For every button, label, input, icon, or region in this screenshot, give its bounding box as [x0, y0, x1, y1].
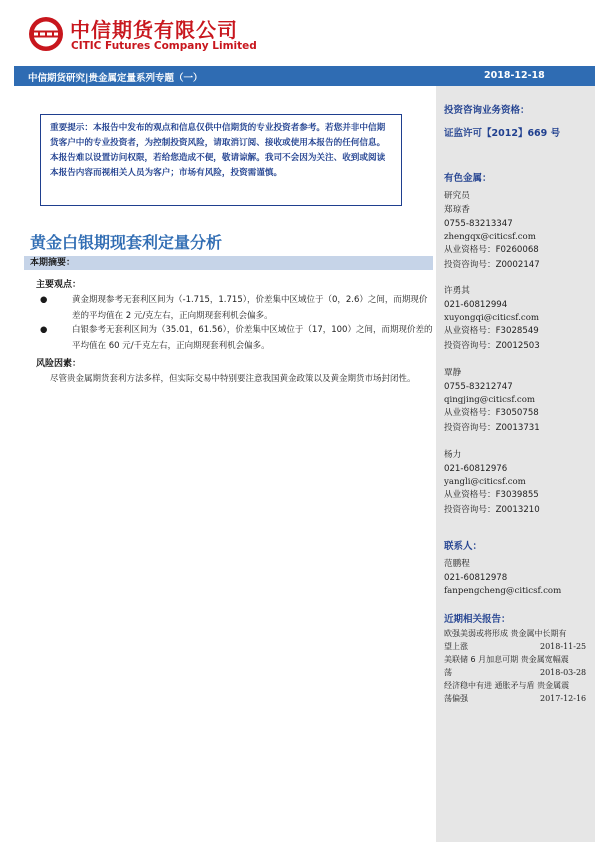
analyst-name: 杨力 [444, 450, 462, 460]
analyst-role: 研究员 [444, 191, 470, 201]
analyst-consult: 投资咨询号：Z0013210 [444, 505, 540, 515]
report-series: 中信期货研究|贵金属定量系列专题（一） [28, 73, 203, 84]
risk-text: 尽管贵金属期货套利方法多样，但实际交易中特别要注意我国黄金政策以及黄金期货市场封闭性。 [50, 374, 416, 384]
analyst-consult: 投资咨询号：Z0002147 [444, 260, 540, 270]
report-date: 2017-12-16 [540, 694, 587, 703]
main-point-2: 白银参考无套利区间为（35.01，61.56），价差集中区域位于（17，100）之间，而期现价差的平均值在 60 元/千克左右，正向期现套利机会偏多。 [72, 325, 433, 351]
qualification-value: 证监许可【2012】669 号 [444, 128, 561, 139]
company-name-cn: 中信期货有限公司 [70, 18, 238, 42]
analyst-email[interactable]: yangli@citicsf.com [444, 477, 526, 487]
bullet-icon: ● [40, 295, 48, 305]
analyst-consult: 投资咨询号：Z0012503 [444, 341, 540, 351]
summary-label: 本期摘要： [24, 256, 433, 270]
disclaimer-notice: 重要提示：本报告中发布的观点和信息仅供中信期货的专业投资者参考。若您并非中信期货客户中的专业投资者，为控制投资风险，请取消订阅、接收或使用本报告的任何信息。本报告难以设置访问权限，若给您造成不便，敬请谅解。我司不会因为关注、收到或阅读本报告内容而视相关人员为客户；市场有风险，投资需谨慎。 [40, 114, 402, 206]
company-name-en: CITIC Futures Company Limited [71, 40, 257, 52]
report-title-line[interactable]: 欧强美弱或将形成 贵金属中长期有 [444, 629, 567, 638]
team-label: 有色金属： [444, 173, 492, 184]
analyst-cert: 从业资格号：F3039855 [444, 490, 539, 500]
page-title: 黄金白银期现套利定量分析 [30, 233, 223, 252]
main-point-1: 黄金期现参考无套利区间为（-1.715，1.715），价差集中区域位于（0，2.6）之间，而期现价差的平均值在 2 元/克左右，正向期现套利机会偏多。 [72, 295, 428, 321]
report-title-line[interactable]: 经济稳中有进 通胀矛与盾 贵金属震 [444, 681, 570, 690]
analyst-phone: 0755-83212747 [444, 382, 513, 392]
analyst-email[interactable]: xuyongqi@citicsf.com [444, 313, 540, 323]
analyst-phone: 021-60812976 [444, 464, 508, 474]
contact-email[interactable]: fanpengcheng@citicsf.com [444, 586, 562, 596]
analyst-name: 许勇其 [444, 286, 470, 296]
report-title-line[interactable]: 美联储 6 月加息可期 贵金属宽幅震 [444, 655, 569, 664]
analyst-cert: 从业资格号：F3050758 [444, 408, 539, 418]
analyst-email[interactable]: zhengqx@citicsf.com [444, 232, 536, 242]
contact-phone: 021-60812978 [444, 573, 508, 583]
report-date: 2018-12-18 [484, 70, 545, 81]
main-points-label: 主要观点： [36, 280, 82, 290]
analyst-email[interactable]: qingjing@citicsf.com [444, 395, 536, 405]
report-date: 2018-11-25 [540, 642, 587, 651]
analyst-cert: 从业资格号：F0260068 [444, 245, 539, 255]
qualification-label: 投资咨询业务资格： [444, 105, 530, 116]
analyst-phone: 021-60812994 [444, 300, 508, 310]
report-title-line[interactable]: 荡 [444, 668, 452, 677]
analyst-name: 覃静 [444, 368, 462, 378]
contact-label: 联系人： [444, 541, 483, 552]
report-series-bar [14, 66, 433, 86]
analyst-phone: 0755-83213347 [444, 219, 513, 229]
bullet-icon: ● [40, 325, 48, 335]
citic-logo-icon [28, 16, 64, 52]
analyst-cert: 从业资格号：F3028549 [444, 326, 539, 336]
risk-label: 风险因素： [36, 359, 82, 369]
report-title-line[interactable]: 荡偏强 [444, 694, 468, 703]
report-date: 2018-03-28 [540, 668, 587, 677]
report-title-line[interactable]: 望上涨 [444, 642, 468, 651]
recent-reports-label: 近期相关报告： [444, 614, 511, 625]
contact-name: 范鹏程 [444, 559, 470, 569]
analyst-name: 郑琼香 [444, 205, 470, 215]
analyst-consult: 投资咨询号：Z0013731 [444, 423, 540, 433]
